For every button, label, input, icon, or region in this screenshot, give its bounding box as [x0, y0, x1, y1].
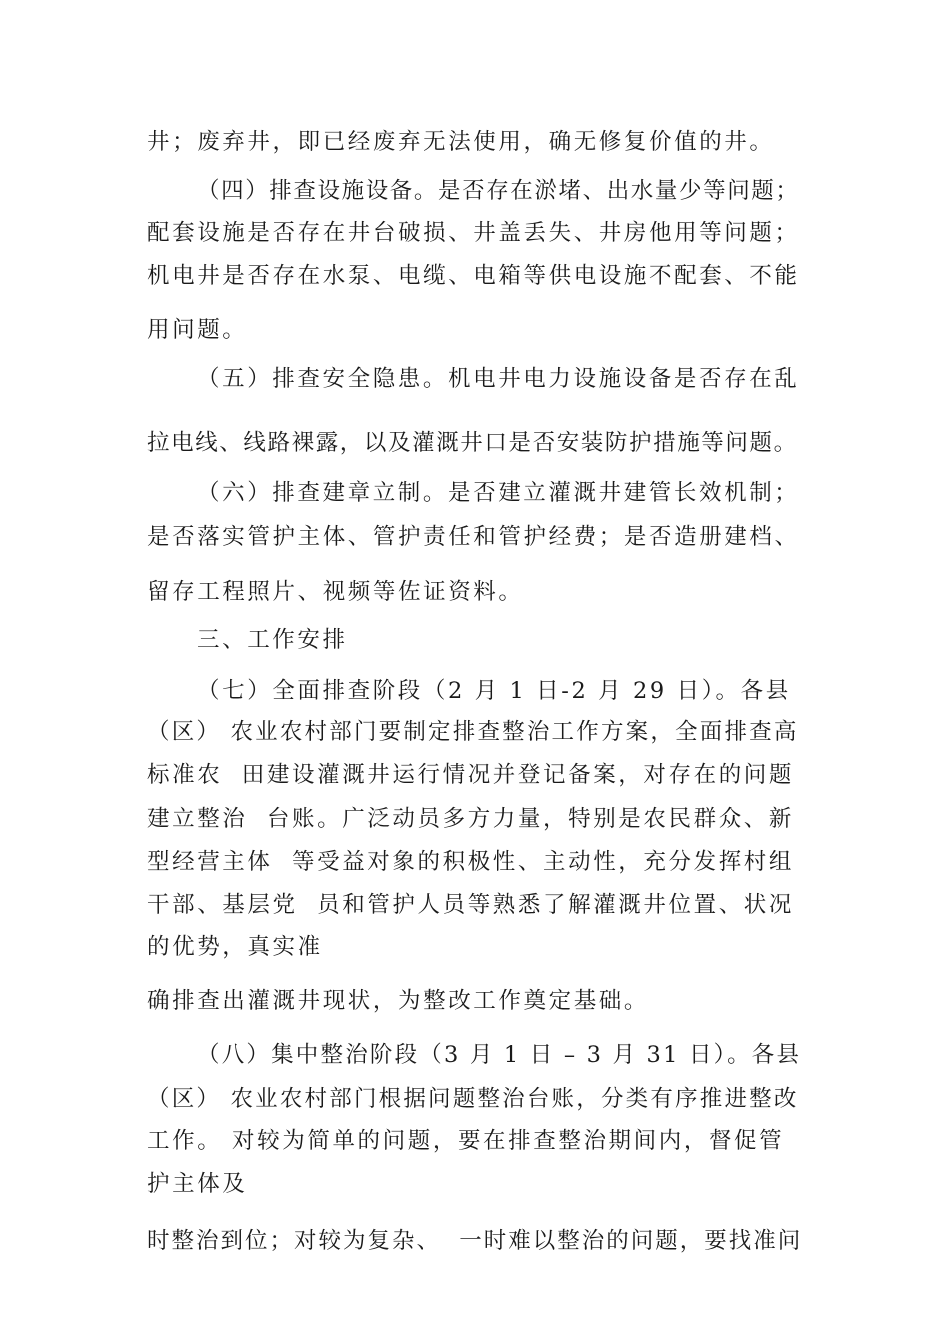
text-line: 的优势，真实准	[147, 934, 323, 960]
text-line: （区） 农业农村部门根据问题整治台账，分类有序推进整改	[147, 1086, 799, 1112]
text-line: 干部、基层党 员和管护人员等熟悉了解灌溉井位置、状况	[147, 892, 795, 918]
text-line: 配套设施是否存在井台破损、井盖丢失、井房他用等问题；	[147, 220, 800, 246]
text-line: 标准农 田建设灌溉井运行情况并登记备案，对存在的问题	[147, 762, 795, 788]
text-line: 型经营主体 等受益对象的积极性、主动性，充分发挥村组	[147, 849, 795, 875]
text-line: 是否落实管护主体、管护责任和管护经费；是否造册建档、	[147, 524, 800, 550]
text-line: 时整治到位；对较为复杂、 一时难以整治的问题，要找准问	[147, 1228, 803, 1254]
text-line: （八）集中整治阶段（3 月 1 日 – 3 月 31 日）。各县	[197, 1042, 802, 1068]
text-line: 井；废弃井，即已经废弃无法使用，确无修复价值的井。	[147, 129, 775, 155]
text-line: 拉电线、线路裸露，以及灌溉井口是否安装防护措施等问题。	[147, 430, 798, 456]
text-line: （五）排查安全隐患。机电井电力设施设备是否存在乱	[197, 366, 800, 392]
section-heading: 三、工作安排	[197, 627, 348, 653]
text-line: 确排查出灌溉井现状，为整改工作奠定基础。	[147, 988, 650, 1014]
text-line: 工作。 对较为简单的问题，要在排查整治期间内，督促管	[147, 1128, 785, 1154]
text-line: （七）全面排查阶段（2 月 1 日-2 月 29 日）。各县	[197, 678, 791, 704]
text-line: 护主体及	[147, 1171, 248, 1197]
text-line: （四）排查设施设备。是否存在淤堵、出水量少等问题；	[197, 178, 800, 204]
text-line: 用问题。	[147, 317, 248, 343]
text-line: 留存工程照片、视频等佐证资料。	[147, 579, 524, 605]
text-line: （六）排查建章立制。是否建立灌溉井建管长效机制；	[197, 480, 800, 506]
text-line: 机电井是否存在水泵、电缆、电箱等供电设施不配套、不能	[147, 263, 800, 289]
text-line: 建立整治 台账。广泛动员多方力量，特别是农民群众、新	[147, 806, 795, 832]
text-line: （区） 农业农村部门要制定排查整治工作方案，全面排查高	[147, 719, 799, 745]
